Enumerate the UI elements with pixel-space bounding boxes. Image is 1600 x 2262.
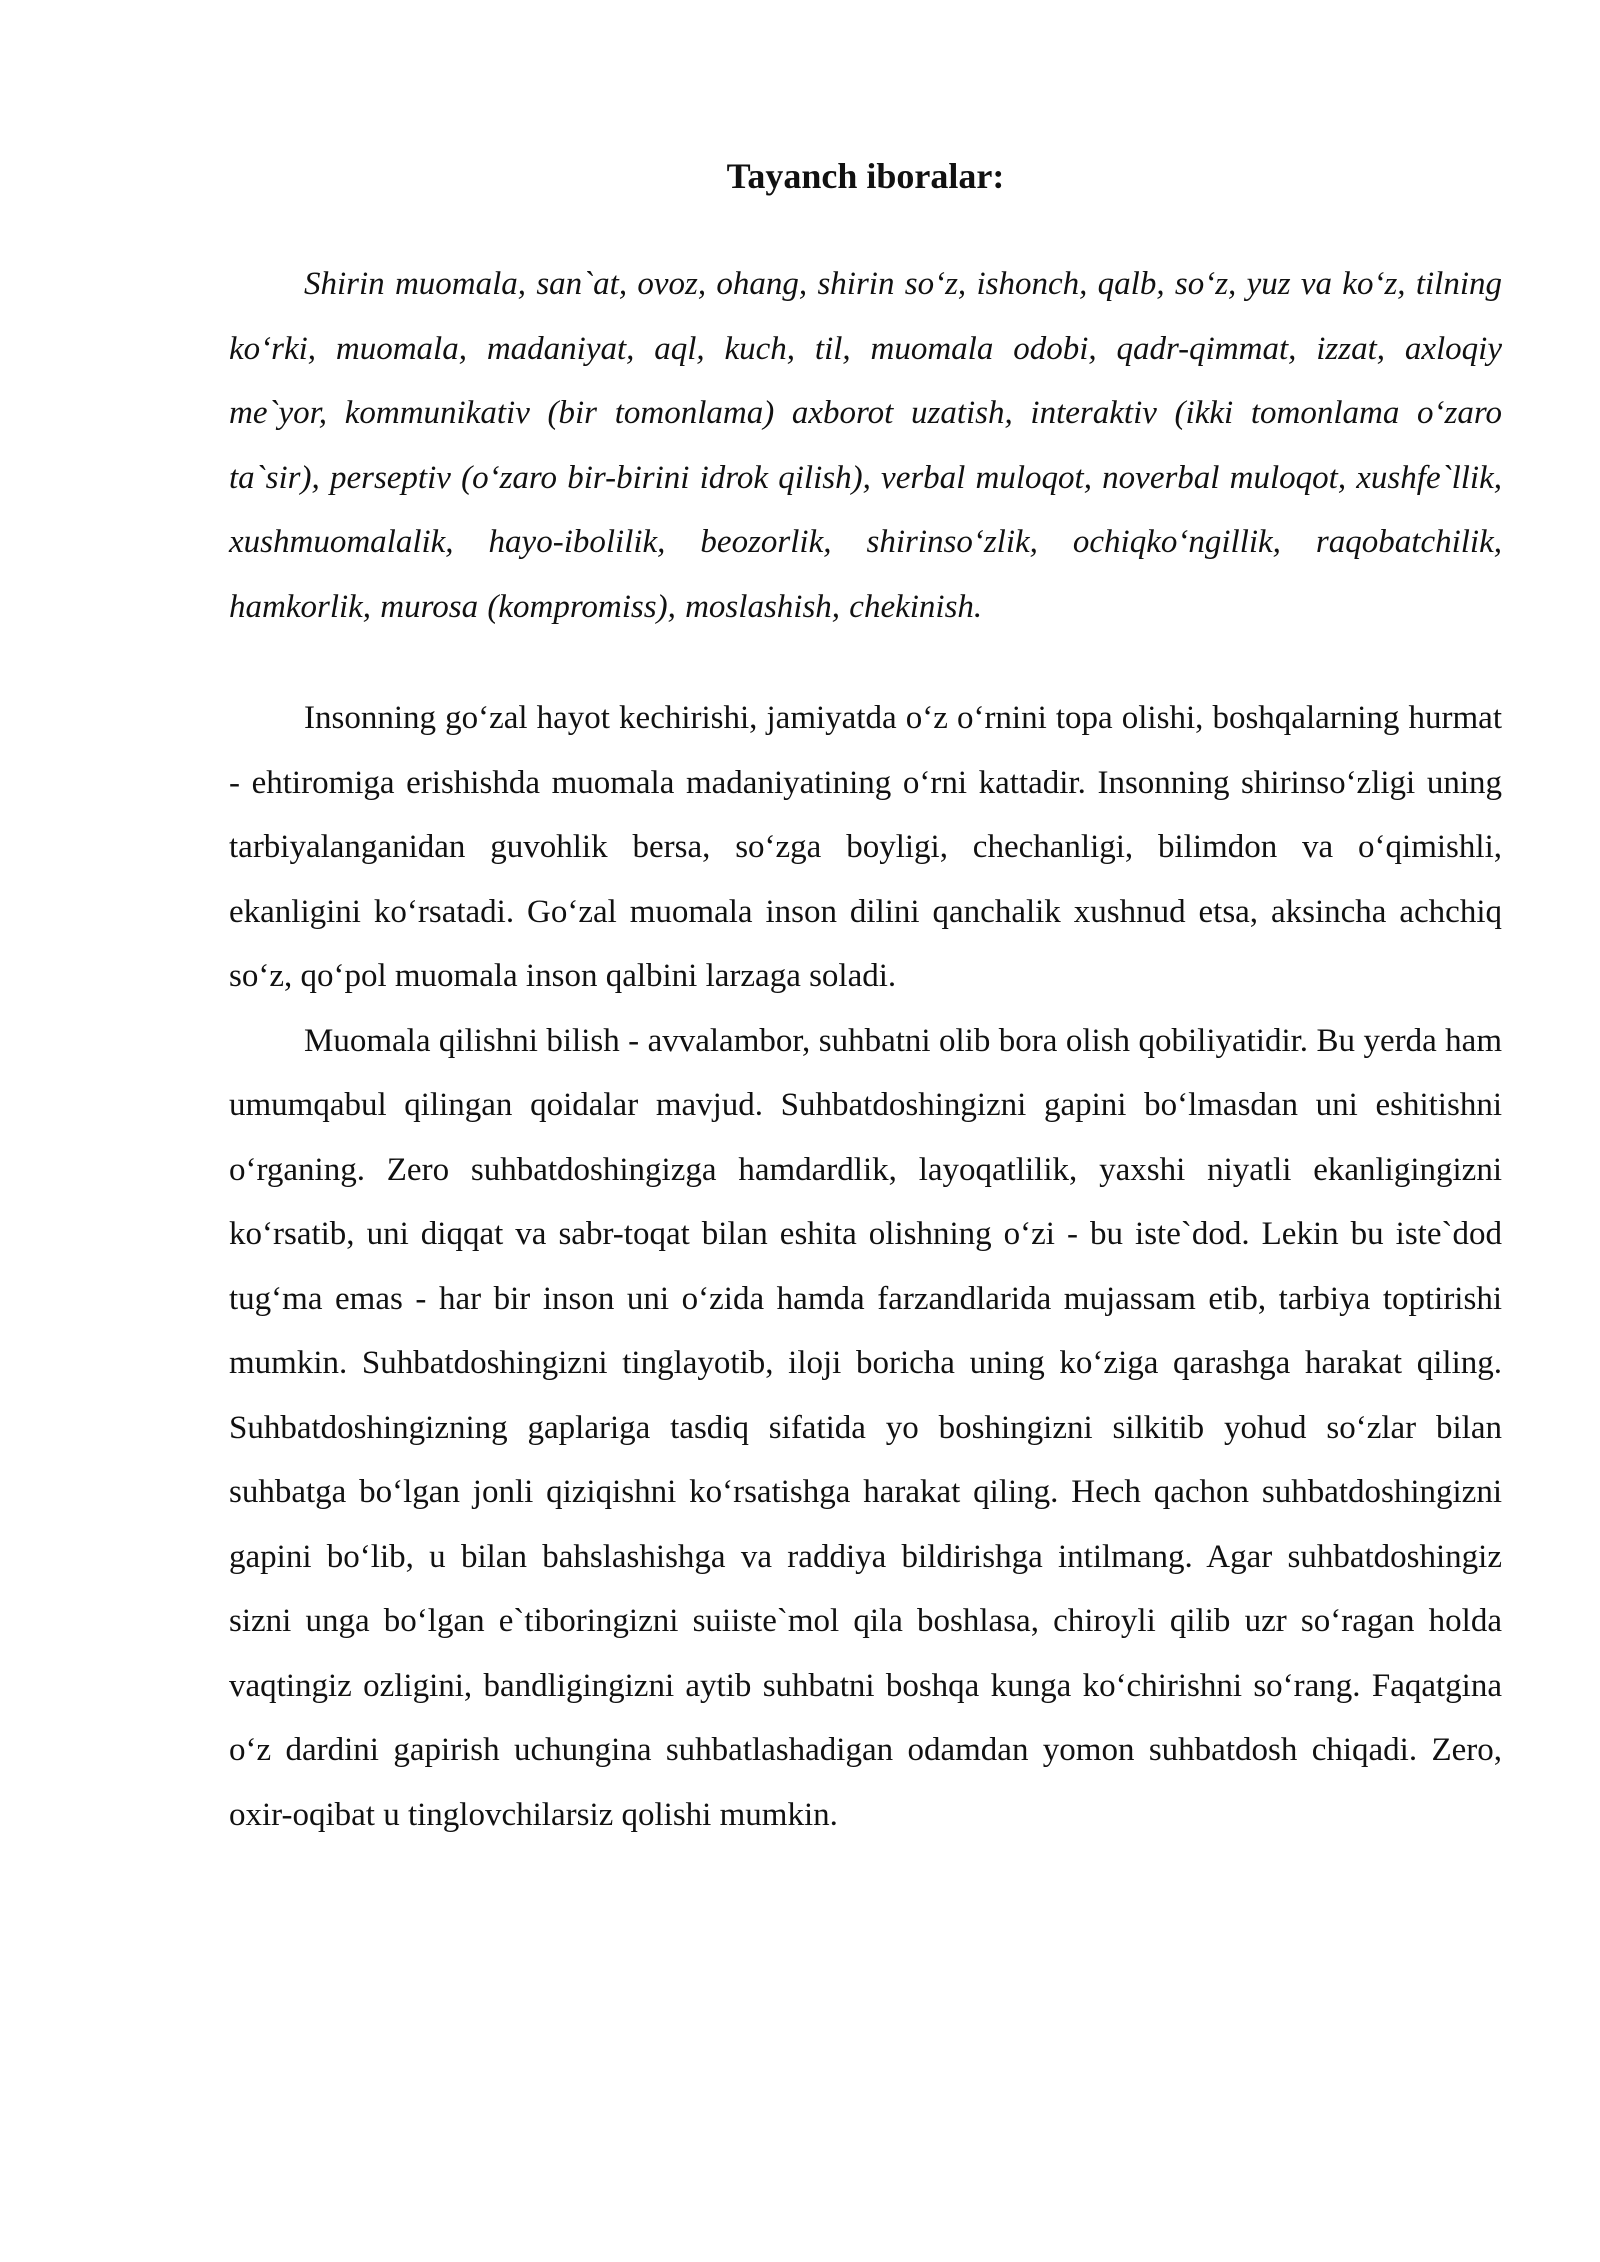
keywords-paragraph: Shirin muomala, san`at, ovoz, ohang, shirin so‘z, ishonch, qalb, so‘z, yuz va ko‘z, tilning ko‘rki, muomala, madaniyat, aql, kuch, til, muomala odobi, qadr-qimmat, izzat, axloqiy me`yor, kommunikativ (bir tomonlama) axborot uzatish, interaktiv (ikki tomonlama o‘zaro ta`sir), perseptiv (o‘zaro bir-birini idrok qilish), verbal muloqot, noverbal muloqot, xushfe`llik, xushmuomalalik, hayo-ibolilik, beozorlik, shirinso‘zlik, ochiqko‘ngillik, raqobatchilik, hamkorlik, murosa (kompromiss), moslashish, chekinish. [229,266,1502,625]
document-page [229,150,1502,1847]
body-paragraph-1: Insonning go‘zal hayot kechirishi, jamiyatda o‘z o‘rnini topa olishi, boshqalarning hurmat - ehtiromiga erishishda muomala madaniyatining o‘rni kattadir. Insonning shirinso‘zligi uning tarbiyalanganidan guvohlik bersa, so‘zga boyligi, chechanligi, bilimdon va o‘qimishli, ekanligini ko‘rsatadi. Go‘zal muomala inson dilini qanchalik xushnud etsa, aksincha achchiq so‘z, qo‘pol muomala inson qalbini larzaga soladi. [229,700,1502,994]
body-paragraph-2: Muomala qilishni bilish - avvalambor, suhbatni olib bora olish qobiliyatidir. Bu yerda ham umumqabul qilingan qoidalar mavjud. Suhbatdoshingizni gapini bo‘lmasdan uni eshitishni o‘rganing. Zero suhbatdoshingizga hamdardlik, layoqatlilik, yaxshi niyatli ekanligingizni ko‘rsatib, uni diqqat va sabr-toqat bilan eshita olishning o‘zi - bu iste`dod. Lekin bu iste`dod tug‘ma emas - har bir inson uni o‘zida hamda farzandlarida mujassam etib, tarbiya toptirishi mumkin. Suhbatdoshingizni tinglayotib, iloji boricha uning ko‘ziga qarashga harakat qiling. Suhbatdoshingizning gaplariga tasdiq sifatida yo boshingizni silkitib yohud so‘zlar bilan suhbatga bo‘lgan jonli qiziqishni ko‘rsatishga harakat qiling. Hech qachon suhbatdoshingizni gapini bo‘lib, u bilan bahslashishga va raddiya bildirishga intilmang. Agar suhbatdoshingiz sizni unga bo‘lgan e`tiboringizni suiiste`mol qila boshlasa, chiroyli qilib uzr so‘ragan holda vaqtingiz ozligini, bandligingizni aytib suhbatni boshqa kunga ko‘chirishni so‘rang. Faqatgina o‘z dardini gapirish uchungina suhbatlashadigan odamdan yomon suhbatdosh chiqadi. Zero, oxir-oqibat u tinglovchilarsiz qolishi mumkin. [229,1022,1502,1833]
page-title: Tayanch iboralar: [726,156,1005,196]
